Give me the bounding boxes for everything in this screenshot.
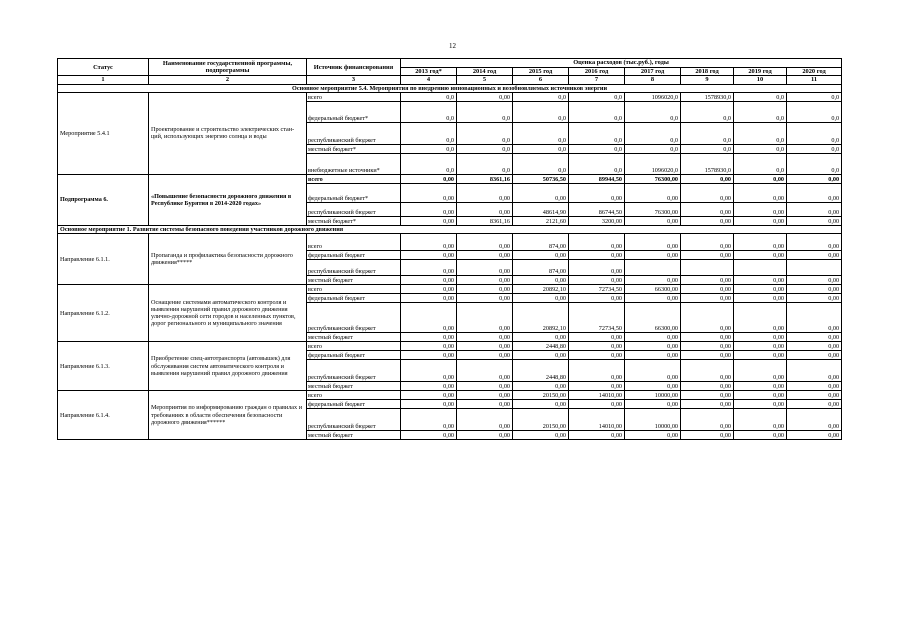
amount-cell: 0,00 <box>457 294 513 303</box>
amount-cell: 0,00 <box>734 333 787 342</box>
header-year: 2017 год <box>625 68 681 76</box>
funding-source-cell: федеральный бюджет <box>307 294 401 303</box>
amount-cell: 0,00 <box>457 351 513 360</box>
amount-cell: 0,00 <box>681 294 734 303</box>
amount-cell: 0,00 <box>787 431 842 440</box>
header-year: 2019 год <box>734 68 787 76</box>
column-number: 11 <box>787 76 842 84</box>
table-row <box>58 285 842 294</box>
amount-cell: 0,00 <box>734 303 787 333</box>
column-number: 6 <box>513 76 569 84</box>
funding-source-cell: республиканский бюджет <box>307 303 401 333</box>
program-name-cell: Пропаганда и профилактика безопасности дорожного движения***** <box>149 234 307 285</box>
amount-cell: 0,00 <box>625 251 681 260</box>
amount-cell: 86744,50 <box>569 202 625 216</box>
budget-table <box>57 58 842 440</box>
amount-cell: 0,00 <box>401 400 457 409</box>
amount-cell: 0,00 <box>569 333 625 342</box>
amount-cell: 0,00 <box>457 409 513 431</box>
amount-cell: 0,0 <box>569 92 625 101</box>
amount-cell: 0,0 <box>625 101 681 122</box>
section-heading: Основное мероприятие 1. Развитие системы безопасного поведения участников дорожного движения <box>58 225 842 233</box>
amount-cell: 0,0 <box>625 144 681 153</box>
amount-cell: 0,00 <box>457 431 513 440</box>
amount-cell: 0,00 <box>681 303 734 333</box>
amount-cell: 10000,00 <box>625 409 681 431</box>
funding-source-cell: всего <box>307 92 401 101</box>
amount-cell: 0,00 <box>787 216 842 225</box>
amount-cell: 0,00 <box>569 400 625 409</box>
amount-cell: 0,00 <box>625 342 681 351</box>
funding-source-cell: федеральный бюджет* <box>307 101 401 122</box>
amount-cell: 0,00 <box>457 202 513 216</box>
amount-cell: 0,00 <box>513 431 569 440</box>
amount-cell: 0,0 <box>513 144 569 153</box>
amount-cell: 0,00 <box>625 294 681 303</box>
amount-cell: 0,0 <box>457 101 513 122</box>
funding-source-cell: республиканский бюджет <box>307 122 401 144</box>
status-cell: Направление 6.1.3. <box>58 342 149 391</box>
amount-cell: 0,00 <box>457 276 513 285</box>
amount-cell: 0,00 <box>569 351 625 360</box>
amount-cell <box>681 260 734 276</box>
header-status: Статус <box>58 59 149 76</box>
amount-cell: 0,0 <box>734 92 787 101</box>
amount-cell: 0,0 <box>569 101 625 122</box>
amount-cell: 14010,00 <box>569 409 625 431</box>
amount-cell: 0,0 <box>787 153 842 174</box>
amount-cell: 1096020,0 <box>625 92 681 101</box>
column-number: 5 <box>457 76 513 84</box>
amount-cell: 50736,50 <box>513 174 569 183</box>
amount-cell: 0,00 <box>734 360 787 382</box>
group-n614 <box>58 391 842 440</box>
amount-cell: 0,00 <box>625 183 681 202</box>
amount-cell: 0,00 <box>401 251 457 260</box>
amount-cell: 0,00 <box>401 303 457 333</box>
amount-cell: 0,00 <box>401 276 457 285</box>
amount-cell: 0,00 <box>787 202 842 216</box>
amount-cell: 0,00 <box>787 303 842 333</box>
funding-source-cell: внебюджетные источники* <box>307 153 401 174</box>
amount-cell <box>787 260 842 276</box>
amount-cell: 0,00 <box>681 333 734 342</box>
amount-cell: 0,00 <box>681 360 734 382</box>
amount-cell: 0,00 <box>734 216 787 225</box>
amount-cell: 0,00 <box>625 360 681 382</box>
header-cost-estimate: Оценка расходов (тыс.руб.), годы <box>401 59 842 68</box>
amount-cell: 0,00 <box>681 285 734 294</box>
funding-source-cell: республиканский бюджет <box>307 360 401 382</box>
column-number: 9 <box>681 76 734 84</box>
funding-source-cell: федеральный бюджет <box>307 351 401 360</box>
amount-cell: 0,0 <box>401 153 457 174</box>
amount-cell: 0,0 <box>401 122 457 144</box>
funding-source-cell: республиканский бюджет <box>307 202 401 216</box>
amount-cell: 2448,80 <box>513 342 569 351</box>
amount-cell: 0,0 <box>513 101 569 122</box>
funding-source-cell: местный бюджет <box>307 431 401 440</box>
amount-cell: 0,00 <box>787 251 842 260</box>
amount-cell: 0,00 <box>787 234 842 251</box>
amount-cell: 0,0 <box>734 144 787 153</box>
amount-cell: 0,00 <box>401 409 457 431</box>
amount-cell: 0,00 <box>513 183 569 202</box>
amount-cell: 0,00 <box>787 276 842 285</box>
amount-cell: 14010,00 <box>569 391 625 400</box>
amount-cell: 0,00 <box>569 234 625 251</box>
amount-cell: 0,00 <box>681 431 734 440</box>
amount-cell: 0,0 <box>681 101 734 122</box>
funding-source-cell: республиканский бюджет <box>307 409 401 431</box>
amount-cell: 0,00 <box>625 400 681 409</box>
amount-cell: 0,00 <box>401 342 457 351</box>
group-n612 <box>58 285 842 342</box>
amount-cell: 0,0 <box>681 144 734 153</box>
amount-cell: 0,00 <box>457 333 513 342</box>
amount-cell: 0,00 <box>513 400 569 409</box>
amount-cell: 0,00 <box>787 351 842 360</box>
amount-cell: 0,00 <box>513 276 569 285</box>
amount-cell: 0,00 <box>457 285 513 294</box>
amount-cell: 0,0 <box>569 122 625 144</box>
amount-cell: 0,0 <box>513 92 569 101</box>
amount-cell: 0,00 <box>625 382 681 391</box>
amount-cell: 0,00 <box>457 342 513 351</box>
status-cell: Направление 6.1.2. <box>58 285 149 342</box>
amount-cell: 0,0 <box>457 144 513 153</box>
amount-cell: 0,00 <box>734 202 787 216</box>
amount-cell: 0,00 <box>401 360 457 382</box>
funding-source-cell: местный бюджет <box>307 382 401 391</box>
funding-source-cell: федеральный бюджет* <box>307 183 401 202</box>
amount-cell: 0,00 <box>569 431 625 440</box>
amount-cell: 0,0 <box>457 153 513 174</box>
amount-cell: 0,00 <box>787 342 842 351</box>
amount-cell: 0,00 <box>569 276 625 285</box>
amount-cell: 0,00 <box>401 216 457 225</box>
amount-cell: 0,00 <box>457 382 513 391</box>
status-cell: Мероприятие 5.4.1 <box>58 92 149 174</box>
amount-cell: 0,00 <box>401 294 457 303</box>
amount-cell: 0,00 <box>569 260 625 276</box>
amount-cell: 0,00 <box>787 391 842 400</box>
column-number: 8 <box>625 76 681 84</box>
amount-cell: 0,00 <box>401 285 457 294</box>
funding-source-cell: всего <box>307 234 401 251</box>
amount-cell: 1578930,0 <box>681 92 734 101</box>
amount-cell: 0,00 <box>401 351 457 360</box>
amount-cell: 0,00 <box>457 234 513 251</box>
amount-cell: 0,00 <box>734 382 787 391</box>
amount-cell: 0,00 <box>513 333 569 342</box>
column-number: 3 <box>307 76 401 84</box>
amount-cell: 0,0 <box>569 153 625 174</box>
amount-cell: 874,00 <box>513 234 569 251</box>
amount-cell: 0,00 <box>569 294 625 303</box>
amount-cell: 3200,00 <box>569 216 625 225</box>
header-year: 2018 год <box>681 68 734 76</box>
amount-cell: 0,00 <box>625 431 681 440</box>
amount-cell: 0,0 <box>787 101 842 122</box>
amount-cell: 0,00 <box>457 251 513 260</box>
amount-cell: 0,00 <box>681 216 734 225</box>
amount-cell: 2448,80 <box>513 360 569 382</box>
amount-cell: 0,00 <box>401 333 457 342</box>
funding-source-cell: федеральный бюджет <box>307 251 401 260</box>
amount-cell: 0,00 <box>734 351 787 360</box>
amount-cell: 0,00 <box>734 294 787 303</box>
amount-cell: 0,00 <box>787 333 842 342</box>
amount-cell: 0,0 <box>401 144 457 153</box>
amount-cell: 0,00 <box>681 342 734 351</box>
amount-cell: 72734,50 <box>569 285 625 294</box>
amount-cell: 0,00 <box>401 431 457 440</box>
amount-cell <box>734 260 787 276</box>
amount-cell: 0,00 <box>401 183 457 202</box>
table-row <box>58 342 842 351</box>
group-n613 <box>58 342 842 391</box>
amount-cell: 0,00 <box>569 360 625 382</box>
amount-cell: 0,0 <box>625 122 681 144</box>
program-name-cell: Мероприятия по информированию граждан о правилах и требованиях в области обеспечения безопасности дорожного движения****** <box>149 391 307 440</box>
column-number: 1 <box>58 76 149 84</box>
amount-cell: 0,00 <box>569 251 625 260</box>
amount-cell: 1578930,0 <box>681 153 734 174</box>
amount-cell: 8361,16 <box>457 174 513 183</box>
program-name-cell: Оснащение системами автоматического контроля и выявления нарушений правил дорожного движения улично-дорожной сети городов и населенных пунктов, дорог регионального и муниципального значения <box>149 285 307 342</box>
amount-cell: 874,00 <box>513 260 569 276</box>
group-n611 <box>58 234 842 285</box>
amount-cell: 0,00 <box>734 285 787 294</box>
status-cell: Направление 6.1.4. <box>58 391 149 440</box>
funding-source-cell: республиканский бюджет <box>307 260 401 276</box>
amount-cell: 0,00 <box>457 360 513 382</box>
amount-cell: 10000,00 <box>625 391 681 400</box>
amount-cell: 0,0 <box>787 144 842 153</box>
amount-cell: 0,00 <box>625 216 681 225</box>
amount-cell: 76300,00 <box>625 174 681 183</box>
amount-cell: 0,00 <box>681 183 734 202</box>
amount-cell: 0,00 <box>734 409 787 431</box>
group-sub6 <box>58 174 842 225</box>
amount-cell: 0,00 <box>681 351 734 360</box>
amount-cell: 0,00 <box>569 342 625 351</box>
amount-cell: 0,00 <box>734 400 787 409</box>
amount-cell: 0,00 <box>569 382 625 391</box>
amount-cell: 0,00 <box>569 183 625 202</box>
amount-cell: 0,00 <box>787 400 842 409</box>
header-year: 2020 год <box>787 68 842 76</box>
amount-cell: 0,0 <box>787 122 842 144</box>
amount-cell: 0,0 <box>734 101 787 122</box>
funding-source-cell: всего <box>307 342 401 351</box>
funding-source-cell: всего <box>307 285 401 294</box>
column-number: 7 <box>569 76 625 84</box>
amount-cell: 0,00 <box>787 285 842 294</box>
amount-cell: 0,00 <box>681 276 734 285</box>
amount-cell: 0,0 <box>513 122 569 144</box>
amount-cell: 0,00 <box>625 234 681 251</box>
amount-cell: 0,0 <box>513 153 569 174</box>
amount-cell: 0,00 <box>457 303 513 333</box>
funding-source-cell: местный бюджет* <box>307 144 401 153</box>
amount-cell: 0,00 <box>625 351 681 360</box>
amount-cell: 8361,16 <box>457 216 513 225</box>
amount-cell: 0,00 <box>734 391 787 400</box>
program-name-cell: «Повышение безопасности дорожного движения в Республике Бурятия в 2014-2020 годах» <box>149 174 307 225</box>
amount-cell: 66300,00 <box>625 303 681 333</box>
table-row <box>58 92 842 101</box>
group-m5-4 <box>58 92 842 174</box>
page-number: 12 <box>449 42 456 50</box>
amount-cell: 0,00 <box>401 174 457 183</box>
amount-cell: 0,0 <box>734 153 787 174</box>
amount-cell: 0,00 <box>457 183 513 202</box>
amount-cell: 0,00 <box>787 382 842 391</box>
column-number: 2 <box>149 76 307 84</box>
amount-cell: 0,00 <box>513 351 569 360</box>
amount-cell: 0,00 <box>681 409 734 431</box>
amount-cell: 0,00 <box>681 400 734 409</box>
amount-cell: 0,00 <box>734 276 787 285</box>
amount-cell: 0,00 <box>681 234 734 251</box>
amount-cell: 0,0 <box>457 122 513 144</box>
amount-cell: 0,00 <box>787 360 842 382</box>
amount-cell: 0,00 <box>787 174 842 183</box>
funding-source-cell: всего <box>307 174 401 183</box>
amount-cell: 0,00 <box>681 251 734 260</box>
amount-cell: 0,00 <box>457 92 513 101</box>
amount-cell: 0,00 <box>401 234 457 251</box>
amount-cell: 0,00 <box>401 391 457 400</box>
amount-cell: 0,00 <box>401 382 457 391</box>
status-cell: Подпрограмма 6. <box>58 174 149 225</box>
section-heading: Основное мероприятие 5.4. Мероприятия по внедрению инновационных и возобновляемых источников энергии <box>58 84 842 92</box>
amount-cell <box>625 260 681 276</box>
header-year: 2014 год <box>457 68 513 76</box>
amount-cell: 0,00 <box>681 382 734 391</box>
amount-cell: 0,00 <box>457 400 513 409</box>
amount-cell: 0,00 <box>457 391 513 400</box>
amount-cell: 0,00 <box>681 391 734 400</box>
funding-source-cell: местный бюджет <box>307 333 401 342</box>
amount-cell: 66300,00 <box>625 285 681 294</box>
amount-cell: 0,00 <box>513 382 569 391</box>
header-year: 2015 год <box>513 68 569 76</box>
amount-cell: 0,0 <box>401 92 457 101</box>
table-row <box>58 234 842 251</box>
amount-cell: 0,00 <box>734 234 787 251</box>
funding-source-cell: всего <box>307 391 401 400</box>
amount-cell: 0,00 <box>625 276 681 285</box>
amount-cell: 0,00 <box>734 342 787 351</box>
amount-cell: 20150,00 <box>513 409 569 431</box>
program-name-cell: Проектирование и строительство электрических стан-ций, использующих энергию солнца и воды <box>149 92 307 174</box>
amount-cell: 20892,10 <box>513 303 569 333</box>
amount-cell: 0,00 <box>681 174 734 183</box>
amount-cell: 0,0 <box>681 122 734 144</box>
amount-cell: 89944,50 <box>569 174 625 183</box>
amount-cell: 0,0 <box>569 144 625 153</box>
status-cell: Направление 6.1.1. <box>58 234 149 285</box>
header-funding-source: Источник финансирования <box>307 59 401 76</box>
table-row <box>58 174 842 183</box>
amount-cell: 0,00 <box>787 294 842 303</box>
amount-cell: 20150,00 <box>513 391 569 400</box>
amount-cell: 0,00 <box>401 260 457 276</box>
amount-cell: 48614,90 <box>513 202 569 216</box>
funding-source-cell: местный бюджет <box>307 276 401 285</box>
amount-cell: 0,00 <box>734 174 787 183</box>
amount-cell: 0,00 <box>513 251 569 260</box>
table-row <box>58 391 842 400</box>
funding-source-cell: федеральный бюджет <box>307 400 401 409</box>
header-year: 2013 год* <box>401 68 457 76</box>
amount-cell: 2121,60 <box>513 216 569 225</box>
amount-cell: 0,00 <box>787 409 842 431</box>
header-program-name: Наименование государственной программы, подпрограммы <box>149 59 307 76</box>
amount-cell: 0,00 <box>787 183 842 202</box>
amount-cell: 0,0 <box>734 122 787 144</box>
amount-cell: 76300,00 <box>625 202 681 216</box>
column-number: 10 <box>734 76 787 84</box>
header-year: 2016 год <box>569 68 625 76</box>
amount-cell: 0,00 <box>734 183 787 202</box>
amount-cell: 0,00 <box>681 202 734 216</box>
funding-source-cell: местный бюджет* <box>307 216 401 225</box>
amount-cell: 0,00 <box>401 202 457 216</box>
program-name-cell: Приобретение спец-автотранспорта (автовышек) для обслуживания систем автоматического контроля и выявления нарушений правил дорожного движения <box>149 342 307 391</box>
amount-cell: 1096020,0 <box>625 153 681 174</box>
amount-cell: 0,00 <box>734 431 787 440</box>
amount-cell: 0,00 <box>734 251 787 260</box>
amount-cell: 0,00 <box>457 260 513 276</box>
amount-cell: 0,00 <box>513 294 569 303</box>
amount-cell: 0,0 <box>401 101 457 122</box>
amount-cell: 20892,10 <box>513 285 569 294</box>
amount-cell: 0,00 <box>625 333 681 342</box>
amount-cell: 72734,50 <box>569 303 625 333</box>
amount-cell: 0,0 <box>787 92 842 101</box>
column-number: 4 <box>401 76 457 84</box>
